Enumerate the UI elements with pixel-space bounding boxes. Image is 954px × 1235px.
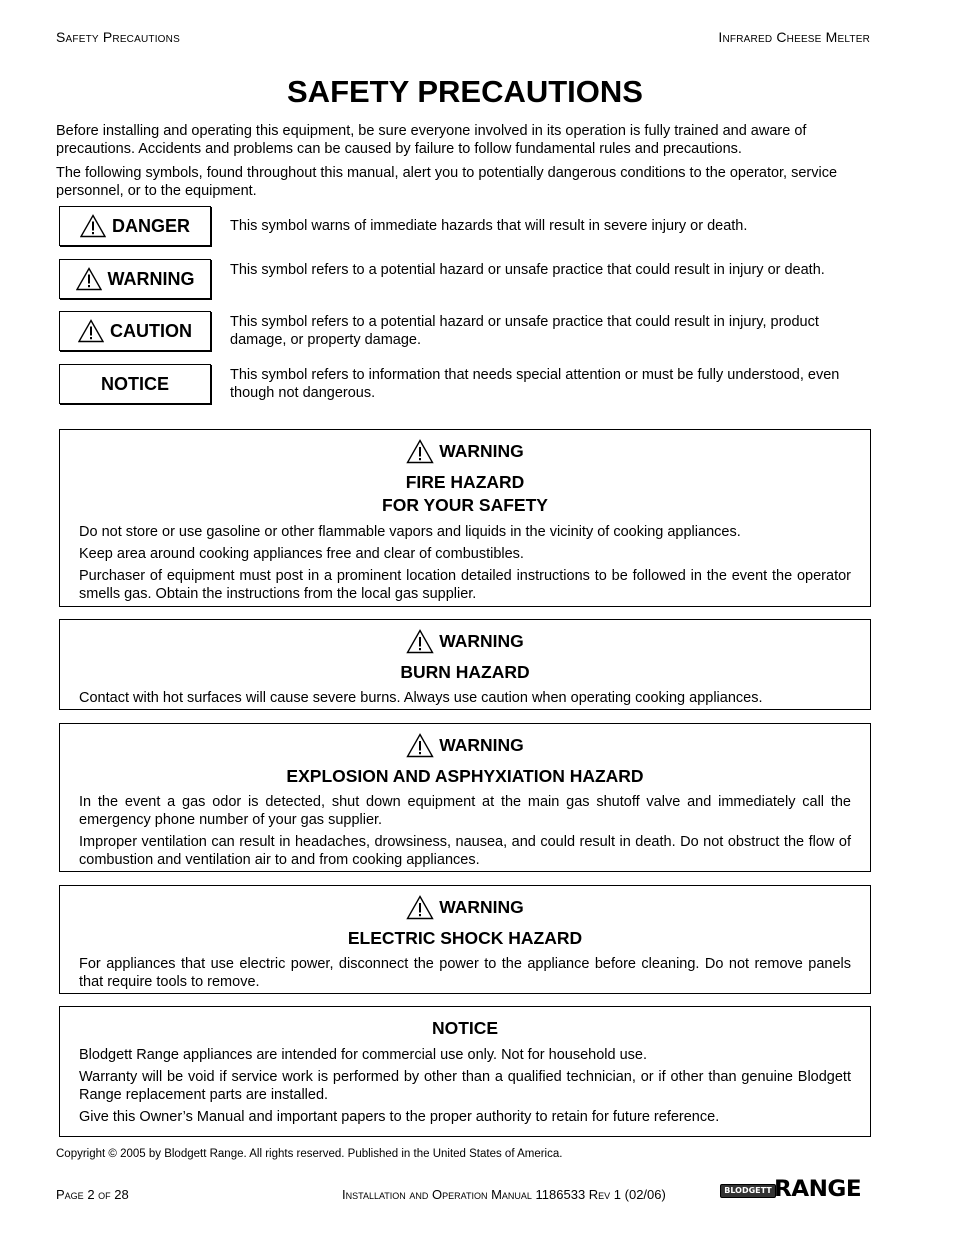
caution-description: This symbol refers to a potential hazard or unsafe practice that could result in injury, product damage, or property damage.: [230, 314, 819, 348]
warning-triangle-icon: [406, 439, 434, 464]
page-title: SAFETY PRECAUTIONS: [287, 74, 643, 109]
hazard-subtitle: FOR YOUR SAFETY: [382, 495, 548, 515]
warning-paragraph: Improper ventilation can result in headaches, drowsiness, nausea, and could result in death. Do not obstruct the flow of combustion and ventilation air to and from cooking appliances.: [79, 834, 851, 868]
warning-symbol-box: [59, 259, 211, 299]
hazard-title: BURN HAZARD: [400, 661, 530, 682]
warning-heading-label: WARNING: [439, 734, 524, 755]
page-total: 28: [114, 1187, 129, 1202]
warning-triangle-icon: [406, 895, 434, 920]
logo-wordmark: RANGE: [774, 1177, 862, 1202]
warning-heading-label: WARNING: [439, 630, 524, 651]
fire-hazard-warning-box: [59, 429, 871, 607]
warning-description: This symbol refers to a potential hazard or unsafe practice that could result in injury or death.: [230, 262, 825, 278]
notice-heading: NOTICE: [431, 1018, 499, 1038]
warning-paragraph: Contact with hot surfaces will cause severe burns. Always use caution when operating cooking appliances.: [79, 690, 763, 706]
danger-symbol-box: [59, 206, 211, 246]
warning-triangle-icon: [80, 214, 106, 238]
warning-paragraph: For appliances that use electric power, disconnect the power to the appliance before cleaning. Do not remove panels that require tools to remove.: [79, 956, 851, 990]
warning-paragraph: Do not store or use gasoline or other flammable vapors and liquids in the vicinity of cooking appliances.: [79, 523, 741, 540]
page-current: 2: [87, 1187, 95, 1202]
page-of: of: [98, 1187, 111, 1202]
hazard-title: EXPLOSION AND ASPHYXIATION HAZARD: [286, 765, 644, 786]
warning-heading: [406, 629, 524, 654]
electric-shock-warning-box: [59, 885, 871, 994]
notice-paragraph: Give this Owner’s Manual and important papers to the proper authority to retain for future reference.: [79, 1108, 720, 1125]
caution-label: CAUTION: [110, 320, 192, 341]
danger-label: DANGER: [111, 215, 190, 236]
warning-heading: [406, 439, 524, 464]
warning-triangle-icon: [406, 629, 434, 654]
notice-label: NOTICE: [100, 373, 169, 394]
page-prefix: Page: [56, 1187, 84, 1202]
warning-triangle-icon: [406, 733, 434, 758]
notice-box: [59, 1006, 871, 1137]
warning-heading: [406, 733, 524, 758]
logo-badge: BLODGETT: [720, 1184, 776, 1198]
copyright-notice: Copyright © 2005 by Blodgett Range. All rights reserved. Published in the United States of America.: [56, 1148, 563, 1160]
danger-description: This symbol warns of immediate hazards that will result in severe injury or death.: [230, 218, 748, 234]
warning-heading-label: WARNING: [439, 440, 524, 461]
warning-triangle-icon: [78, 319, 104, 343]
notice-symbol-box: [59, 364, 211, 404]
burn-hazard-warning-box: [59, 619, 871, 710]
warning-triangle-icon: [76, 267, 102, 291]
intro-paragraph-2: The following symbols, found throughout this manual, alert you to potentially dangerous conditions to the operator, service personnel, or to the equipment.: [56, 165, 838, 199]
warning-heading: [406, 895, 524, 920]
warning-paragraph: Purchaser of equipment must post in a prominent location detailed instructions to be followed in the event the operator smells gas. Obtain the instructions from the local gas supplier.: [79, 567, 851, 602]
manual-reference: Installation and Operation Manual 1186533 Rev 1 (02/06): [342, 1187, 666, 1202]
notice-paragraph: Warranty will be void if service work is performed by other than a qualified technician, or if other than genuine Blodgett Range replacement parts are installed.: [79, 1068, 851, 1103]
running-header-right: [718, 29, 870, 45]
page-number: [56, 1187, 129, 1202]
header-right-text: Infrared Cheese Melter: [718, 29, 870, 45]
warning-paragraph: Keep area around cooking appliances free and clear of combustibles.: [79, 545, 524, 562]
warning-heading-label: WARNING: [439, 896, 524, 917]
header-left-text: Safety Precautions: [56, 29, 180, 45]
notice-description: This symbol refers to information that needs special attention or must be fully understood, even though not dangerous.: [230, 367, 840, 401]
warning-paragraph: In the event a gas odor is detected, shut down equipment at the main gas shutoff valve and immediately call the emergency phone number of your gas supplier.: [79, 794, 851, 828]
caution-symbol-box: [59, 311, 211, 351]
notice-paragraph: Blodgett Range appliances are intended for commercial use only. Not for household use.: [79, 1046, 647, 1063]
intro-paragraph-1: Before installing and operating this equipment, be sure everyone involved in its operation is fully trained and aware of precautions. Accidents and problems can be caused by failure to follow fundamental rules and precautions.: [56, 123, 807, 157]
blodgett-range-logo: [720, 1177, 862, 1202]
running-header-left: [56, 29, 180, 45]
hazard-title: ELECTRIC SHOCK HAZARD: [347, 927, 583, 948]
warning-label: WARNING: [107, 268, 195, 289]
explosion-hazard-warning-box: [59, 723, 871, 872]
hazard-title: FIRE HAZARD: [405, 471, 525, 492]
